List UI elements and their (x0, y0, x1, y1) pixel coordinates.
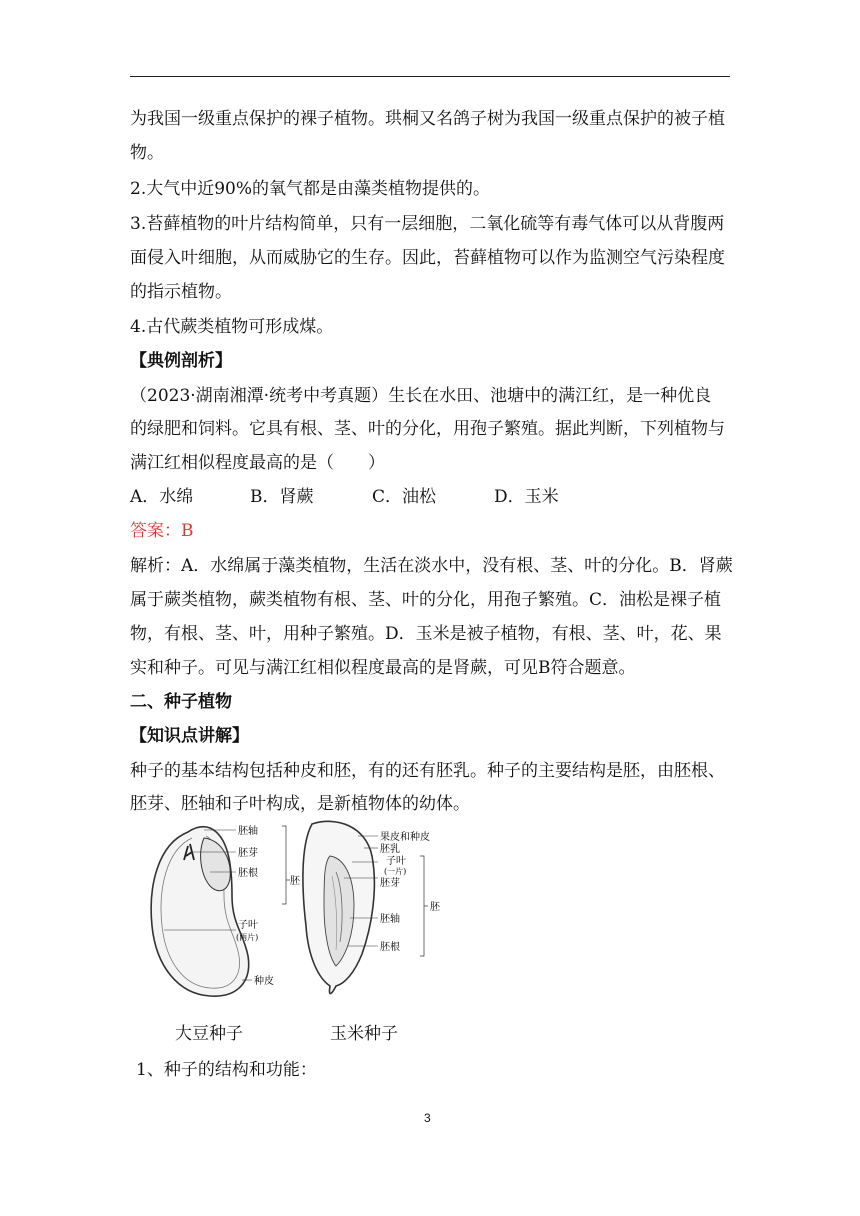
option-c: C．油松 (372, 487, 437, 507)
bean-label-hypocotyl: 胚轴 (238, 826, 258, 837)
example-heading: 【典例剖析】 (130, 351, 232, 371)
corn-label-embryo: 胚 (430, 902, 440, 913)
bean-label-two-pieces: (两片) (236, 933, 259, 942)
corn-label-endosperm: 胚乳 (380, 844, 400, 855)
corn-label-hypocotyl: 胚轴 (380, 914, 400, 925)
answer-line: 答案：B (130, 521, 194, 541)
text-line: 物。 (130, 143, 164, 163)
corn-label-plumule: 胚芽 (380, 878, 400, 889)
option-d: D．玉米 (494, 487, 559, 507)
seed-structure-diagram (140, 816, 450, 1011)
analysis-line: 属于蕨类植物，蕨类植物有根、茎、叶的分化，用孢子繁殖。C．油松是裸子植 (130, 590, 722, 610)
bean-seed-illustration (151, 826, 290, 996)
text-line: 为我国一级重点保护的裸子植物。珙桐又名鸽子树为我国一级重点保护的被子植 (130, 109, 725, 129)
bean-label-seed-coat: 种皮 (254, 976, 274, 987)
bean-label-embryo: 胚 (290, 876, 300, 887)
text-line: 的指示植物。 (130, 282, 232, 302)
corn-seed-illustration (303, 821, 428, 993)
analysis-line: 解析：A．水绵属于藻类植物，生活在淡水中，没有根、茎、叶的分化。B．肾蕨 (130, 556, 733, 576)
option-b: B．肾蕨 (250, 487, 314, 507)
text-line: 4.古代蕨类植物可形成煤。 (130, 317, 334, 337)
analysis-line: 实和种子。可见与满江红相似程度最高的是肾蕨，可见B符合题意。 (130, 658, 636, 678)
option-a: A．水绵 (130, 487, 194, 507)
bean-label-cotyledon: 子叶 (238, 920, 258, 931)
knowledge-heading: 【知识点讲解】 (130, 726, 249, 746)
corn-label-one-piece: (一片) (384, 867, 407, 876)
paragraph-line: 种子的基本结构包括种皮和胚，有的还有胚乳。种子的主要结构是胚，由胚根、 (130, 761, 725, 781)
text-line: 2.大气中近90%的氧气都是由藻类植物提供的。 (130, 179, 491, 199)
question-line: 满江红相似程度最高的是（ ） (130, 453, 385, 473)
corn-label-radicle: 胚根 (380, 942, 400, 953)
corn-label-pericarp: 果皮和种皮 (380, 832, 430, 843)
list-item-seed-structure: 1、种子的结构和功能： (136, 1060, 317, 1080)
bean-label-radicle: 胚根 (238, 868, 258, 879)
caption-bean-seed: 大豆种子 (175, 1024, 243, 1044)
corn-label-cotyledon: 子叶 (386, 856, 406, 867)
caption-corn-seed: 玉米种子 (330, 1024, 398, 1044)
page-number: 3 (424, 1111, 431, 1125)
paragraph-line: 胚芽、胚轴和子叶构成，是新植物体的幼体。 (130, 794, 470, 814)
question-line: （2023·湖南湘潭·统考中考真题）生长在水田、池塘中的满江红，是一种优良 (130, 386, 712, 406)
text-line: 面侵入叶细胞，从而威胁它的生存。因此，苔藓植物可以作为监测空气污染程度 (130, 248, 725, 268)
options-row (130, 486, 559, 508)
header-rule (130, 76, 730, 77)
text-line: 3.苔藓植物的叶片结构简单，只有一层细胞，二氧化硫等有毒气体可以从背腹两 (130, 214, 725, 234)
analysis-line: 物，有根、茎、叶，用种子繁殖。D．玉米是被子植物，有根、茎、叶，花、果 (130, 624, 722, 644)
bean-label-plumule: 胚芽 (238, 848, 258, 859)
question-line: 的绿肥和饲料。它具有根、茎、叶的分化，用孢子繁殖。据此判断，下列植物与 (130, 419, 725, 439)
section-title: 二、种子植物 (130, 692, 232, 712)
